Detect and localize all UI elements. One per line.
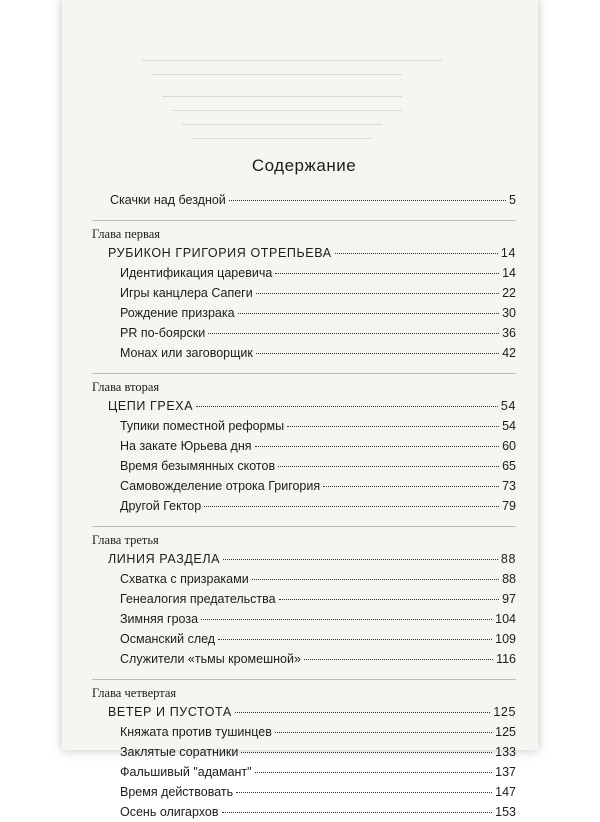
- section-label: Схватка с призраками: [120, 572, 249, 586]
- section-page: 116: [496, 652, 516, 666]
- leader-dots: [229, 200, 506, 201]
- section-page: 30: [502, 306, 516, 320]
- section-page: 73: [502, 479, 516, 493]
- leader-dots: [208, 333, 499, 334]
- section-label: Рождение призрака: [120, 306, 235, 320]
- leader-dots: [201, 619, 492, 620]
- section-label: Другой Гектор: [120, 499, 202, 513]
- chapter-2: [92, 373, 516, 516]
- section-label: Заклятые соратники: [120, 745, 239, 759]
- chapter-label: Глава четвертая: [92, 686, 177, 700]
- chapter-label: Глава первая: [92, 227, 161, 241]
- chapter-title-entry[interactable]: [92, 243, 516, 263]
- section-page: 109: [495, 632, 516, 646]
- chapter-page: 88: [500, 552, 516, 566]
- section-page: 104: [495, 612, 516, 626]
- section-page: 153: [495, 805, 516, 819]
- section-entry[interactable]: [92, 456, 516, 476]
- chapter-page: 54: [500, 399, 516, 413]
- section-entry[interactable]: [92, 283, 516, 303]
- leader-dots: [252, 579, 499, 580]
- leader-dots: [275, 732, 492, 733]
- leader-dots: [278, 466, 499, 467]
- section-entry[interactable]: [92, 476, 516, 496]
- section-label: Игры канцлера Сапеги: [120, 286, 253, 300]
- section-label: Служители «тьмы кромешной»: [120, 652, 301, 666]
- leader-dots: [218, 639, 492, 640]
- chapter-label: Глава третья: [92, 533, 159, 547]
- chapter-1: [92, 220, 516, 363]
- leader-dots: [238, 313, 500, 314]
- section-entry[interactable]: [92, 303, 516, 323]
- section-label: Генеалогия предательства: [120, 592, 276, 606]
- section-page: 88: [502, 572, 516, 586]
- leader-dots: [204, 506, 499, 507]
- chapter-page: 125: [493, 705, 516, 719]
- chapter-page: 14: [500, 246, 516, 260]
- section-entry[interactable]: [92, 343, 516, 363]
- section-entry[interactable]: [92, 762, 516, 782]
- section-page: 36: [502, 326, 516, 340]
- chapter-3: [92, 526, 516, 669]
- chapter-label: Глава вторая: [92, 380, 160, 394]
- chapter-title: ЦЕПИ ГРЕХА: [108, 399, 194, 413]
- section-entry[interactable]: [92, 416, 516, 436]
- leader-dots: [256, 293, 499, 294]
- section-label: Осень олигархов: [120, 805, 219, 819]
- section-page: 137: [495, 765, 516, 779]
- section-label: Фальшивый "адамант": [120, 765, 252, 779]
- toc-entry-intro[interactable]: [92, 190, 516, 210]
- section-page: 60: [502, 439, 516, 453]
- leader-dots: [287, 426, 499, 427]
- chapter-title: ВЕТЕР И ПУСТОТА: [108, 705, 232, 719]
- leader-dots: [236, 792, 492, 793]
- section-entry[interactable]: [92, 609, 516, 629]
- section-page: 79: [502, 499, 516, 513]
- leader-dots: [196, 406, 498, 407]
- leader-dots: [235, 712, 491, 713]
- section-entry[interactable]: [92, 263, 516, 283]
- section-entry[interactable]: [92, 569, 516, 589]
- leader-dots: [255, 772, 493, 773]
- leader-dots: [335, 253, 498, 254]
- chapter-4: [92, 679, 516, 822]
- section-label: Османский след: [120, 632, 216, 646]
- section-page: 125: [495, 725, 516, 739]
- section-entry[interactable]: [92, 649, 516, 669]
- chapter-title: РУБИКОН ГРИГОРИЯ ОТРЕПЬЕВА: [108, 246, 332, 260]
- section-label: PR по-боярски: [120, 326, 206, 340]
- leader-dots: [323, 486, 499, 487]
- chapter-title-entry[interactable]: [92, 702, 516, 722]
- section-label: Время безымянных скотов: [120, 459, 276, 473]
- section-label: На закате Юрьева дня: [120, 439, 252, 453]
- leader-dots: [241, 752, 492, 753]
- leader-dots: [275, 273, 499, 274]
- chapter-title: ЛИНИЯ РАЗДЕЛА: [108, 552, 221, 566]
- leader-dots: [256, 353, 499, 354]
- section-entry[interactable]: [92, 436, 516, 456]
- leader-dots: [255, 446, 500, 447]
- toc-entry-label: Скачки над бездной: [110, 193, 226, 207]
- section-entry[interactable]: [92, 722, 516, 742]
- section-page: 22: [502, 286, 516, 300]
- section-label: Монах или заговорщик: [120, 346, 253, 360]
- section-entry[interactable]: [92, 323, 516, 343]
- toc-title: Содержание: [251, 156, 357, 175]
- section-label: Время действовать: [120, 785, 234, 799]
- section-label: Самовожделение отрока Григория: [120, 479, 321, 493]
- section-page: 133: [495, 745, 516, 759]
- leader-dots: [304, 659, 493, 660]
- section-label: Зимняя гроза: [120, 612, 199, 626]
- section-page: 14: [502, 266, 516, 280]
- section-entry[interactable]: [92, 802, 516, 822]
- toc-entry-page: 5: [509, 193, 516, 207]
- section-page: 147: [495, 785, 516, 799]
- section-label: Идентификация царевича: [120, 266, 273, 280]
- leader-dots: [222, 812, 493, 813]
- bleed-through-shadow: [62, 0, 538, 150]
- section-entry[interactable]: [92, 629, 516, 649]
- section-entry[interactable]: [92, 496, 516, 516]
- section-entry[interactable]: [92, 589, 516, 609]
- section-label: Тупики поместной реформы: [120, 419, 285, 433]
- table-of-contents: [92, 156, 516, 822]
- chapter-title-entry[interactable]: [92, 396, 516, 416]
- section-label: Княжата против тушинцев: [120, 725, 272, 739]
- section-entry[interactable]: [92, 782, 516, 802]
- section-page: 65: [502, 459, 516, 473]
- section-page: 42: [502, 346, 516, 360]
- chapter-title-entry[interactable]: [92, 549, 516, 569]
- leader-dots: [223, 559, 498, 560]
- section-entry[interactable]: [92, 742, 516, 762]
- section-page: 54: [502, 419, 516, 433]
- leader-dots: [279, 599, 500, 600]
- book-page: [62, 0, 538, 819]
- section-page: 97: [502, 592, 516, 606]
